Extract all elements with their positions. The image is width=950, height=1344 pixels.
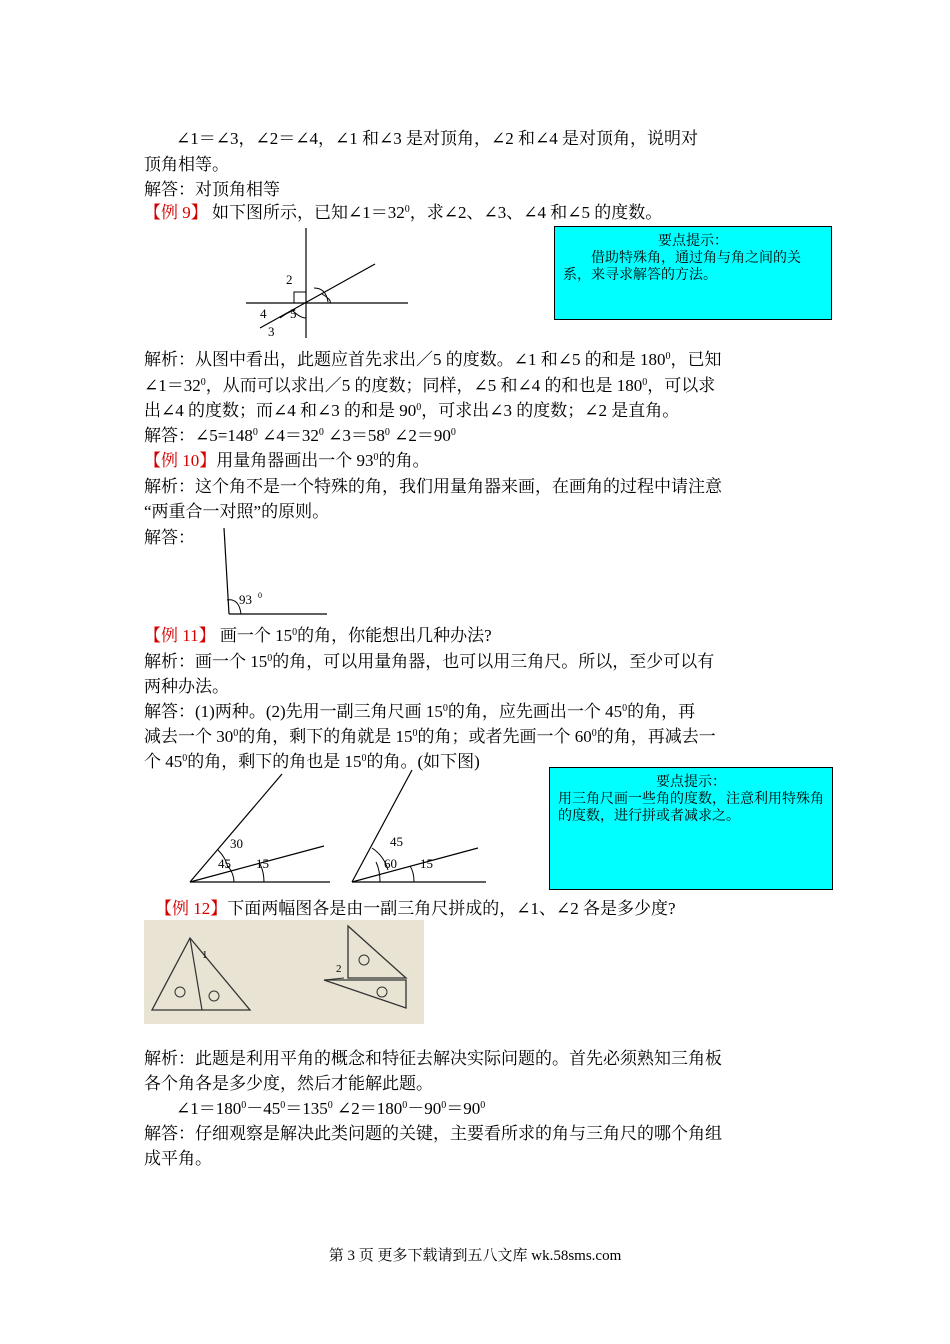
hint-title: 要点提示：	[656, 775, 726, 790]
ex9-q-text-2: ，求∠2、∠3、∠4 和∠5 的度数。	[409, 203, 663, 222]
ex11-answer-2	[144, 725, 716, 749]
ex9-label-3: 3	[268, 324, 275, 339]
text: 的角，再	[627, 702, 696, 721]
text: 用量角器画出一个 93	[216, 451, 374, 470]
text: ∠1＝32	[144, 376, 201, 395]
ex10-figure	[215, 524, 335, 620]
fig1-label-45: 45	[218, 856, 231, 871]
text: ∠2＝180	[332, 1099, 403, 1118]
degree-sup: 0	[416, 402, 422, 413]
ex12-question	[155, 897, 676, 921]
ex11-answer-1	[144, 700, 695, 724]
text: ＝90	[446, 1099, 481, 1118]
degree-sup: 0	[402, 1100, 408, 1111]
text: ∠1＝180	[176, 1099, 242, 1118]
text: 的角，应先画出一个 45	[447, 702, 623, 721]
hint-title: 要点提示：	[658, 234, 728, 249]
degree-sup: 0	[642, 377, 648, 388]
degree-sup: 0	[442, 703, 448, 714]
text: 的角；或者先画一个 60	[417, 727, 592, 746]
fig2-label-60: 60	[384, 856, 397, 871]
fig2-label-45: 45	[390, 834, 403, 849]
degree-sup: 0	[252, 427, 258, 438]
text: ，已知	[670, 350, 722, 369]
ex9-label-2: 2	[286, 272, 293, 287]
text: 减去一个 30	[144, 727, 234, 746]
ex12-analysis-1: 解析：此题是利用平角的概念和特征去解决实际问题的。首先必须熟知三角板	[144, 1049, 722, 1068]
text: 解答：(1)两种。(2)先用一副三角尺画 15	[144, 702, 443, 721]
degree-sup: 0	[591, 728, 597, 739]
text: ∠3＝58	[323, 426, 385, 445]
text: ，可以求	[647, 376, 716, 395]
ex11-analysis-2: 两种办法。	[144, 677, 229, 696]
fig1-label-30: 30	[230, 836, 243, 851]
fig2-label-15: 15	[420, 856, 433, 871]
degree-sup: 0	[665, 351, 671, 362]
text: ，可求出∠3 的度数；∠2 是直角。	[421, 401, 680, 420]
ex9-analysis-2	[144, 374, 715, 398]
text: ∠4＝32	[257, 426, 319, 445]
text: 的角。(如下图)	[366, 752, 480, 771]
text: 的角。	[378, 451, 430, 470]
degree-sup: 0	[450, 427, 456, 438]
text: 下面两幅图各是由一副三角尺拼成的，∠1、∠2 各是多少度?	[227, 899, 676, 918]
text: 的角，剩下的角也是 15	[187, 752, 362, 771]
ex9-analysis-1	[144, 348, 722, 372]
degree-sup: 0	[384, 427, 390, 438]
degree-sup: 0	[361, 753, 367, 764]
ex9-q-text: 如下图所示，已知∠1＝32	[207, 203, 405, 222]
text: 画一个 15	[215, 626, 293, 645]
degree-sup: 0	[327, 1100, 333, 1111]
degree-sup: 0	[233, 728, 239, 739]
ex11-tag: 【例 11】	[144, 626, 216, 645]
intro-line-1: ∠1＝∠3，∠2＝∠4，∠1 和∠3 是对顶角，∠2 和∠4 是对顶角，说明对	[176, 129, 698, 148]
ex12-answer-1: 解答：仔细观察是解决此类问题的关键，主要看所求的角与三角尺的哪个角组	[144, 1124, 722, 1143]
text: ＝135	[285, 1099, 328, 1118]
page-footer: 第 3 页 更多下载请到五八文库 wk.58sms.com	[328, 1248, 622, 1264]
ex11-hint-box	[549, 767, 833, 890]
hint-body: 借助特殊角，通过角与角之间的关系，来寻求解答的方法。	[563, 251, 801, 283]
ex12-photo	[144, 920, 424, 1024]
intro-answer: 解答：对顶角相等	[144, 180, 280, 199]
ex12-formula	[176, 1097, 485, 1121]
ex9-figure	[240, 226, 420, 344]
text: 解答：∠5=148	[144, 426, 253, 445]
text: ，从而可以求出／5 的度数；同样，∠5 和∠4 的和也是 180	[205, 376, 643, 395]
ex12-answer-2: 成平角。	[144, 1149, 212, 1168]
text: 个 45	[144, 752, 183, 771]
ex12-analysis-2: 各个角各是多少度，然后才能解此题。	[144, 1074, 433, 1093]
text: －45	[246, 1099, 281, 1118]
ex9-tag: 【例 9】	[144, 203, 208, 222]
text: 的角，剩下的角就是 15	[238, 727, 413, 746]
degree-sup: 0	[280, 1100, 286, 1111]
text: 的角，再减去一	[596, 727, 716, 746]
degree-sup: 0	[412, 728, 418, 739]
text: －90	[407, 1099, 442, 1118]
ex12-tag: 【例 12】	[155, 899, 228, 918]
degree-sup: 0	[404, 204, 410, 215]
degree-sup: 0	[292, 627, 298, 638]
text: 解析：画一个 15	[144, 652, 268, 671]
ex11-figure-1	[182, 770, 332, 886]
ex10-tag: 【例 10】	[144, 451, 217, 470]
degree-sup: 0	[318, 427, 324, 438]
ex11-figure-2	[346, 766, 490, 886]
ex10-analysis-2: “两重合一对照”的原则。	[144, 502, 330, 521]
text: 的角，你能想出几种办法?	[297, 626, 492, 645]
intro-line-2: 顶角相等。	[144, 155, 229, 174]
ex9-answer	[144, 424, 456, 448]
ex10-question	[144, 449, 430, 473]
ex9-label-4: 4	[260, 306, 267, 321]
ex9-label-5: 5	[290, 306, 297, 321]
degree-sup: 0	[241, 1100, 247, 1111]
degree-sup: 0	[480, 1100, 486, 1111]
text: 解析：从图中看出，此题应首先求出／5 的度数。∠1 和∠5 的和是 180	[144, 350, 666, 369]
ex10-answer: 解答：	[144, 528, 195, 547]
text: 出∠4 的度数；而∠4 和∠3 的和是 90	[144, 401, 417, 420]
text: ∠2＝90	[389, 426, 451, 445]
ex9-question	[144, 201, 662, 225]
hint-body: 用三角尺画一些角的度数，注意利用特殊角的度数，进行拼或者减求之。	[558, 792, 824, 824]
ex11-analysis-1	[144, 650, 714, 674]
degree-sup: 0	[373, 452, 379, 463]
photo-label-2: 2	[336, 963, 342, 975]
degree-sup: 0	[622, 703, 628, 714]
photo-label-1: 1	[202, 949, 208, 961]
ex9-hint-box	[554, 226, 832, 320]
degree-sup: 0	[267, 653, 273, 664]
degree-sup: 0	[182, 753, 188, 764]
degree-sup: 0	[441, 1100, 447, 1111]
ex10-angle-label: 93	[239, 592, 252, 607]
degree-sup: 0	[258, 591, 262, 600]
text: 的角，可以用量角器，也可以用三角尺。所以，至少可以有	[272, 652, 715, 671]
fig1-label-15: 15	[256, 856, 269, 871]
ex11-question	[144, 624, 492, 648]
ex9-analysis-3	[144, 399, 679, 423]
degree-sup: 0	[200, 377, 206, 388]
ex10-analysis-1: 解析：这个角不是一个特殊的角，我们用量角器来画，在画角的过程中请注意	[144, 477, 722, 496]
